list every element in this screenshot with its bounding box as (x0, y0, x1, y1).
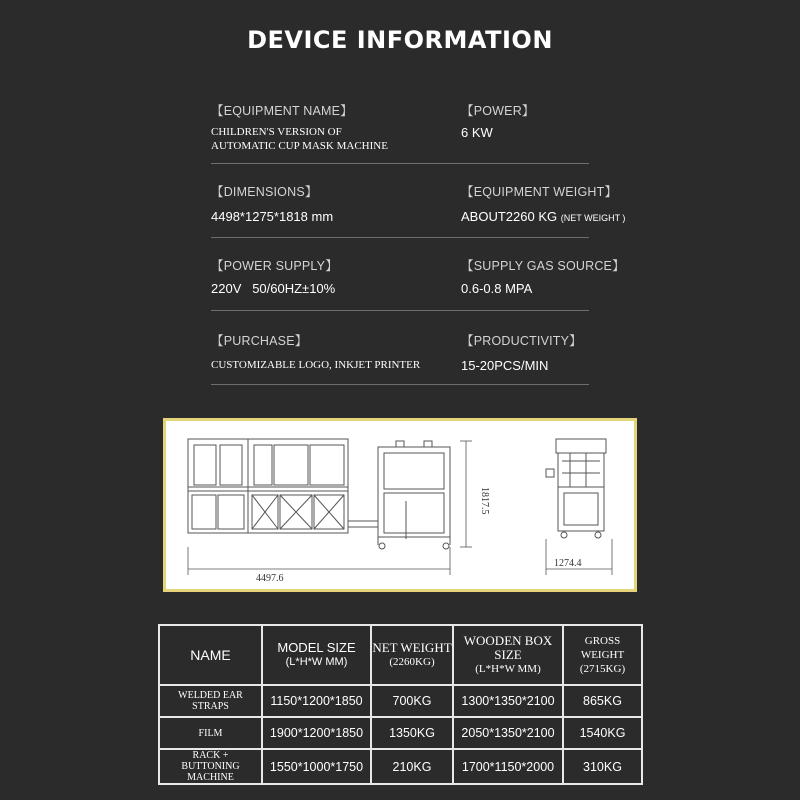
spec-value: CUSTOMIZABLE LOGO, INKJET PRINTER (211, 359, 421, 371)
dim-length-label: 4497.6 (256, 573, 284, 584)
header-label: NAME (190, 647, 231, 663)
spec-productivity (461, 331, 701, 373)
spec-label: 【POWER】 (461, 104, 535, 118)
spec-equipment-weight (461, 182, 701, 226)
cell-box-size: 2050*1350*2100 (453, 717, 563, 749)
table-header-row (159, 625, 642, 685)
divider (211, 163, 589, 164)
header-label: GROSS WEIGHT (580, 635, 625, 661)
cell-name: RACK + BUTTONING MACHINE (159, 749, 262, 784)
cabinet-upper-1 (188, 439, 248, 491)
cell-gross-weight: 310KG (563, 749, 642, 784)
cell-name: WELDED EAR STRAPS (159, 685, 262, 717)
header-label: MODEL SIZE (277, 640, 356, 655)
spec-power-supply (211, 256, 451, 296)
cell-gross-weight: 865KG (563, 685, 642, 717)
spec-purchase (211, 331, 451, 372)
spec-value: 0.6-0.8 MPA (461, 281, 533, 296)
table-row (159, 749, 642, 784)
header-sublabel: (L*H*W MM) (475, 663, 541, 675)
cell-net-weight: 1350KG (371, 717, 453, 749)
header-gross-weight (563, 625, 642, 685)
machine-drawing (163, 418, 637, 592)
component-table (158, 624, 643, 785)
spec-label: 【DIMENSIONS】 (211, 185, 318, 199)
cell-net-weight: 210KG (371, 749, 453, 784)
cell-net-weight: 700KG (371, 685, 453, 717)
side-view-top (556, 439, 606, 453)
spec-equipment-name (211, 101, 451, 153)
spec-label: 【PRODUCTIVITY】 (461, 334, 582, 348)
machine-drawing-svg (166, 421, 634, 589)
cell-model-size: 1900*1200*1850 (262, 717, 371, 749)
header-model-size (262, 625, 371, 685)
cell-model-size: 1550*1000*1750 (262, 749, 371, 784)
spec-label: 【EQUIPMENT NAME】 (211, 104, 353, 118)
header-name (159, 625, 262, 685)
divider (211, 310, 589, 311)
spec-value: 6 KW (461, 125, 493, 140)
header-sublabel: (2260KG) (389, 656, 435, 668)
header-label: WOODEN BOX SIZE (463, 633, 553, 662)
spec-value: CHILDREN'S VERSION OF AUTOMATIC CUP MASK MACHINE (211, 126, 388, 152)
spec-label: 【POWER SUPPLY】 (211, 259, 338, 273)
rack-frame (378, 447, 450, 537)
page-title: DEVICE INFORMATION (247, 26, 553, 54)
spec-value-line (461, 209, 701, 226)
divider (211, 384, 589, 385)
spec-value: 15-20PCS/MIN (461, 358, 549, 373)
spec-value: 4498*1275*1818 mm (211, 209, 334, 224)
cabinet-upper-2 (248, 439, 348, 491)
spec-value: ABOUT2260 KG (461, 209, 558, 224)
dim-height-label: 1817.5 (479, 487, 490, 515)
cell-name: FILM (159, 717, 262, 749)
header-net-weight (371, 625, 453, 685)
spec-label: 【PURCHASE】 (211, 334, 308, 348)
spec-label: 【EQUIPMENT WEIGHT】 (461, 185, 618, 199)
cabinet-lower-2 (248, 491, 348, 533)
spec-note: (NET WEIGHT ) (560, 213, 626, 223)
header-box-size (453, 625, 563, 685)
divider (211, 237, 589, 238)
header-sublabel: (2715KG) (579, 663, 626, 675)
cell-model-size: 1150*1200*1850 (262, 685, 371, 717)
table-row (159, 717, 642, 749)
cell-gross-weight: 1540KG (563, 717, 642, 749)
table-row (159, 685, 642, 717)
spec-power (461, 101, 701, 140)
header-label: NET WEIGHT (372, 640, 452, 655)
spec-value: 220V 50/60HZ±10% (211, 281, 336, 296)
spec-label: 【SUPPLY GAS SOURCE】 (461, 259, 625, 273)
header-sublabel: (L*H*W MM) (285, 656, 348, 668)
spec-dimensions (211, 182, 451, 224)
cell-box-size: 1300*1350*2100 (453, 685, 563, 717)
spec-gas-source (461, 256, 701, 296)
cell-box-size: 1700*1150*2000 (453, 749, 563, 784)
dim-width-label: 1274.4 (554, 558, 582, 569)
